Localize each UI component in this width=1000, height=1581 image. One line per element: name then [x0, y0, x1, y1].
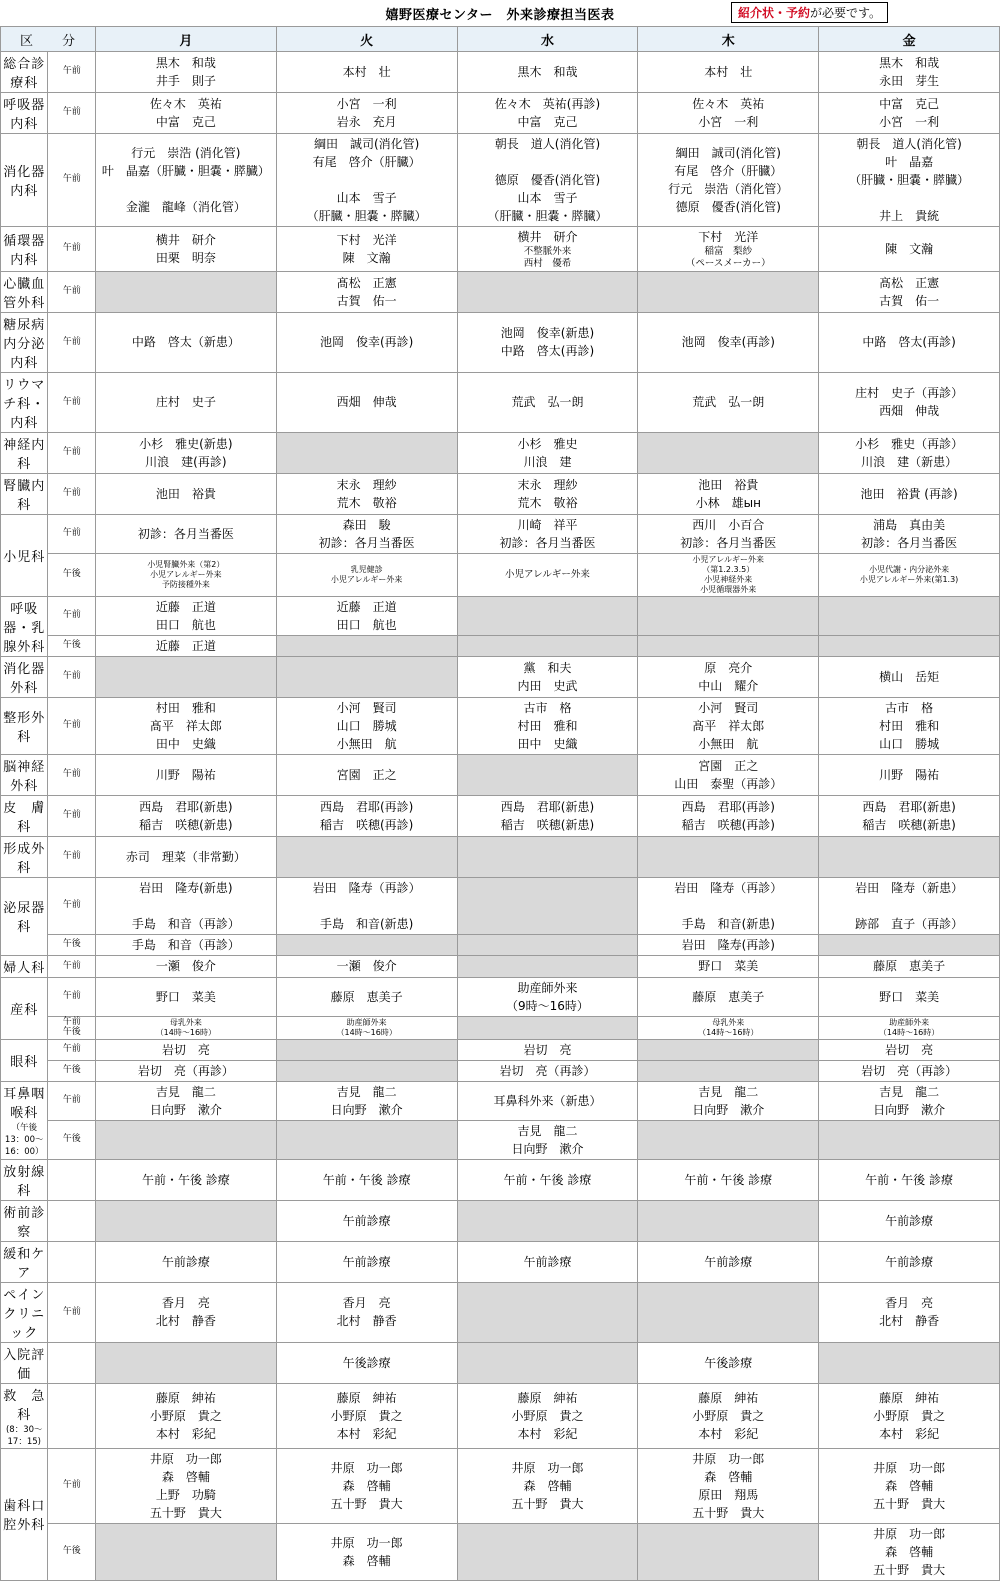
schedule-cell: 午前・午後 診療 — [276, 1159, 457, 1200]
schedule-cell: 吉見 龍二 日向野 漱介 — [819, 1081, 1000, 1120]
dept-label: 整形外科 — [1, 697, 48, 754]
period-label: 午後 — [48, 635, 95, 656]
schedule-cell: 小河 賢司 山口 勝城 小無田 航 — [276, 697, 457, 754]
period-label: 午前 — [48, 93, 95, 134]
dept-label: 神経内科 — [1, 432, 48, 473]
schedule-cell: 一瀬 俊介 — [95, 955, 276, 977]
schedule-cell: 藤原 紳祐 小野原 貴之 本村 彩紀 — [638, 1383, 819, 1448]
schedule-cell: 古市 格 村田 雅和 田中 史織 — [457, 697, 638, 754]
schedule-cell: 野口 菜美 — [819, 977, 1000, 1016]
schedule-cell: 井原 功一郎 森 啓輔 五十野 貴大 — [819, 1448, 1000, 1523]
schedule-cell — [276, 1039, 457, 1060]
schedule-cell — [638, 432, 819, 473]
schedule-cell: 井原 功一郎 森 啓輔 五十野 貴大 — [819, 1523, 1000, 1580]
table-row — [1, 1120, 1000, 1159]
schedule-cell: 陳 文瀚 — [819, 227, 1000, 272]
table-row — [1, 432, 1000, 473]
schedule-cell — [457, 596, 638, 635]
period-label: 午前 — [48, 473, 95, 514]
period-label: 午前 — [48, 1448, 95, 1523]
schedule-cell: 小河 賢司 髙平 祥太郎 小無田 航 — [638, 697, 819, 754]
schedule-cell — [819, 934, 1000, 955]
schedule-cell: 井原 功一郎 森 啓輔 五十野 貴大 — [276, 1448, 457, 1523]
table-row — [1, 271, 1000, 312]
schedule-cell: 岩切 亮（再診） — [95, 1060, 276, 1081]
period-label: 午前 — [48, 656, 95, 697]
period-label: 午前 — [48, 52, 95, 93]
schedule-cell: 川野 陽祐 — [95, 754, 276, 795]
schedule-cell: 井原 功一郎 森 啓輔 五十野 貴大 — [457, 1448, 638, 1523]
table-row — [1, 372, 1000, 432]
schedule-cell: 助産師外来 （9時～16時） — [457, 977, 638, 1016]
schedule-cell — [276, 432, 457, 473]
dept-label: 耳鼻咽喉科 （午後13：00～16：00） — [1, 1081, 48, 1159]
schedule-cell: 行元 崇浩 (消化管) 叶 晶嘉（肝臓・胆嚢・膵臓） 金瀧 龍峰（消化管） — [95, 134, 276, 227]
table-row — [1, 656, 1000, 697]
schedule-cell: 横山 岳矩 — [819, 656, 1000, 697]
schedule-cell: 宮園 正之 山田 泰聖（再診） — [638, 754, 819, 795]
table-row — [1, 754, 1000, 795]
schedule-cell — [95, 1200, 276, 1241]
period-label: 午前 — [48, 836, 95, 877]
dept-label: リウマチ科・内科 — [1, 372, 48, 432]
schedule-cell — [457, 1282, 638, 1342]
schedule-cell: 岩田 隆寿（新患） 跡部 直子（再診） — [819, 877, 1000, 934]
schedule-cell: 綱田 誠司(消化管) 有尾 啓介（肝臓） 山本 雪子 （肝臓・胆嚢・膵臓） — [276, 134, 457, 227]
period-label: 午前 — [48, 1039, 95, 1060]
schedule-cell: 午前診療 — [457, 1241, 638, 1282]
schedule-cell: 西川 小百合 初診：各月当番医 — [638, 514, 819, 553]
schedule-cell — [276, 1120, 457, 1159]
schedule-cell-sub: 不整脈外来 西村 優希 — [523, 246, 572, 269]
schedule-cell — [457, 635, 638, 656]
schedule-cell: 川崎 祥平 初診：各月当番医 — [457, 514, 638, 553]
schedule-cell: 西島 君耶(再診) 稲吉 咲穂(再診) — [276, 795, 457, 836]
table-row — [1, 1282, 1000, 1342]
schedule-cell: 本村 壮 — [276, 52, 457, 93]
schedule-cell — [457, 1342, 638, 1383]
table-row — [1, 955, 1000, 977]
dept-label: 消化器外科 — [1, 656, 48, 697]
schedule-cell: 荒武 弘一朗 — [638, 372, 819, 432]
dept-label: 緩和ケア — [1, 1241, 48, 1282]
schedule-cell: 午前診療 — [819, 1241, 1000, 1282]
schedule-cell: 池岡 俊幸(再診) — [638, 312, 819, 372]
schedule-cell: 藤原 紳祐 小野原 貴之 本村 彩紀 — [95, 1383, 276, 1448]
schedule-cell — [638, 1282, 819, 1342]
schedule-cell — [95, 656, 276, 697]
table-row — [1, 473, 1000, 514]
period-label: 午後 — [48, 1120, 95, 1159]
schedule-cell: 井原 功一郎 森 啓輔 — [276, 1523, 457, 1580]
schedule-cell — [276, 1060, 457, 1081]
period-label: 午前 — [48, 432, 95, 473]
dept-label: 婦人科 — [1, 955, 48, 977]
dept-label: 泌尿器科 — [1, 877, 48, 955]
table-row — [1, 1448, 1000, 1523]
schedule-cell: 岩切 亮 — [819, 1039, 1000, 1060]
schedule-cell — [95, 1120, 276, 1159]
table-row — [1, 635, 1000, 656]
schedule-cell: 庄村 史子 — [95, 372, 276, 432]
schedule-cell: 池岡 俊幸(再診) — [276, 312, 457, 372]
schedule-cell: 午前・午後 診療 — [819, 1159, 1000, 1200]
schedule-cell: 午後診療 — [276, 1342, 457, 1383]
schedule-cell: 末永 理紗 荒木 敬裕 — [457, 473, 638, 514]
period-label: 午前 — [48, 227, 95, 272]
schedule-cell: 古市 格 村田 雅和 山口 勝城 — [819, 697, 1000, 754]
schedule-cell: 岩切 亮（再診） — [457, 1060, 638, 1081]
schedule-cell — [457, 955, 638, 977]
table-row — [1, 1342, 1000, 1383]
schedule-cell: 野口 菜美 — [95, 977, 276, 1016]
schedule-cell: 黒木 和哉 — [457, 52, 638, 93]
schedule-cell: 岩田 隆寿(新患) 手島 和音（再診） — [95, 877, 276, 934]
schedule-cell — [819, 836, 1000, 877]
schedule-cell: 小杉 雅史（再診） 川浪 建（新患） — [819, 432, 1000, 473]
schedule-cell: 岩切 亮 — [95, 1039, 276, 1060]
schedule-cell — [638, 1120, 819, 1159]
period-label — [48, 1159, 95, 1200]
schedule-cell: 本村 壮 — [638, 52, 819, 93]
schedule-cell: 吉見 龍二 日向野 漱介 — [276, 1081, 457, 1120]
table-row — [1, 93, 1000, 134]
schedule-cell: 藤原 恵美子 — [638, 977, 819, 1016]
schedule-cell: 母乳外来 （14時～16時） — [95, 1016, 276, 1039]
schedule-cell: 乳児健診 小児アレルギー外来 — [276, 553, 457, 596]
schedule-cell: 森田 駿 初診：各月当番医 — [276, 514, 457, 553]
schedule-cell — [457, 836, 638, 877]
schedule-cell: 西畑 伸哉 — [276, 372, 457, 432]
schedule-cell: 西島 君耶(再診) 稲吉 咲穂(再診) — [638, 795, 819, 836]
schedule-cell: 小児腎臓外来（第2） 小児アレルギー外来 予防接種外来 — [95, 553, 276, 596]
schedule-cell — [457, 1200, 638, 1241]
schedule-cell — [638, 1060, 819, 1081]
schedule-cell: 朝長 道人(消化管) 德原 優香(消化管) 山本 雪子 （肝臓・胆嚢・膵臓） — [457, 134, 638, 227]
period-label: 午前 — [48, 134, 95, 227]
schedule-cell: 黨 和夫 内田 史武 — [457, 656, 638, 697]
schedule-cell — [819, 596, 1000, 635]
period-label — [48, 1241, 95, 1282]
schedule-cell: 髙松 正憲 古賀 佑一 — [819, 271, 1000, 312]
period-label: 午前 — [48, 312, 95, 372]
schedule-cell: 池田 裕貴 — [95, 473, 276, 514]
dept-label: 糖尿病内分泌内科 — [1, 312, 48, 372]
schedule-cell: 中路 啓太（新患） — [95, 312, 276, 372]
schedule-cell: 一瀬 俊介 — [276, 955, 457, 977]
schedule-cell: 午前・午後 診療 — [457, 1159, 638, 1200]
period-label: 午前 — [48, 1081, 95, 1120]
schedule-cell: 初診：各月当番医 — [95, 514, 276, 553]
period-label: 午前 — [48, 372, 95, 432]
schedule-cell: 近藤 正道 — [95, 635, 276, 656]
schedule-cell: 助産師外来 （14時～16時） — [276, 1016, 457, 1039]
schedule-cell: 佐々木 英祐(再診) 中富 克己 — [457, 93, 638, 134]
table-row — [1, 312, 1000, 372]
schedule-cell: 近藤 正道 田口 航也 — [95, 596, 276, 635]
schedule-cell: 岩田 隆寿(再診) — [638, 934, 819, 955]
schedule-cell: 中富 克己 小宮 一利 — [819, 93, 1000, 134]
period-label: 午前 — [48, 977, 95, 1016]
schedule-cell: 井原 功一郎 森 啓輔 上野 功騎 五十野 貴大 — [95, 1448, 276, 1523]
schedule-cell: 近藤 正道 田口 航也 — [276, 596, 457, 635]
table-row — [1, 1060, 1000, 1081]
dept-label: 術前診察 — [1, 1200, 48, 1241]
table-body — [1, 52, 1000, 1581]
schedule-cell: 手島 和音（再診） — [95, 934, 276, 955]
table-row — [1, 134, 1000, 227]
schedule-cell: 午前・午後 診療 — [95, 1159, 276, 1200]
header-day-fri: 金 — [819, 27, 1000, 52]
table-row — [1, 697, 1000, 754]
header-day-tue: 火 — [276, 27, 457, 52]
schedule-cell — [457, 271, 638, 312]
table-row — [1, 977, 1000, 1016]
header-day-wed: 水 — [457, 27, 638, 52]
table-row — [1, 795, 1000, 836]
period-label: 午前 — [48, 514, 95, 553]
dept-label: 放射線科 — [1, 1159, 48, 1200]
schedule-cell — [95, 1342, 276, 1383]
dept-label: 心臓血管外科 — [1, 271, 48, 312]
schedule-cell — [638, 271, 819, 312]
table-row — [1, 877, 1000, 934]
schedule-cell — [276, 836, 457, 877]
period-label: 午後 — [48, 1523, 95, 1580]
dept-label: ペインクリニック — [1, 1282, 48, 1342]
schedule-cell: 香月 亮 北村 静香 — [276, 1282, 457, 1342]
schedule-cell: 小児アレルギー外来 （第1.2.3.5） 小児神経外来 小児循環器外来 — [638, 553, 819, 596]
schedule-cell: 岩切 亮 — [457, 1039, 638, 1060]
header-division: 区 分 — [1, 27, 96, 52]
dept-label: 総合診療科 — [1, 52, 48, 93]
schedule-cell: 原 亮介 中山 耀介 — [638, 656, 819, 697]
schedule-cell: 川野 陽祐 — [819, 754, 1000, 795]
schedule-cell: 佐々木 英祐 中富 克己 — [95, 93, 276, 134]
schedule-cell: 岩田 隆寿（再診） 手島 和音(新患) — [276, 877, 457, 934]
table-header-row — [1, 27, 1000, 52]
period-label: 午前 — [48, 596, 95, 635]
schedule-cell: 吉見 龍二 日向野 漱介 — [457, 1120, 638, 1159]
schedule-cell — [457, 1523, 638, 1580]
table-row — [1, 1200, 1000, 1241]
schedule-cell — [638, 1039, 819, 1060]
schedule-cell — [457, 1016, 638, 1039]
schedule-cell: 末永 理紗 荒木 敬裕 — [276, 473, 457, 514]
dept-sublabel: （午後13：00～16：00） — [4, 1123, 44, 1158]
schedule-cell — [95, 1523, 276, 1580]
table-row — [1, 934, 1000, 955]
table-row — [1, 1016, 1000, 1039]
schedule-cell: 庄村 史子（再診） 西畑 伸哉 — [819, 372, 1000, 432]
schedule-cell-sub: 稲富 梨紗 （ペースメーカー） — [685, 246, 771, 269]
schedule-cell: 小宮 一利 岩永 充月 — [276, 93, 457, 134]
referral-notice-emphasis: 紹介状・予約 — [737, 6, 810, 20]
period-label: 午前 — [48, 955, 95, 977]
schedule-cell: 藤原 恵美子 — [819, 955, 1000, 977]
schedule-cell: 黒木 和哉 井手 則子 — [95, 52, 276, 93]
dept-label: 眼科 — [1, 1039, 48, 1081]
page-title: 嬉野医療センター 外来診療担当医表 — [385, 8, 615, 23]
schedule-cell: 耳鼻科外来（新患） — [457, 1081, 638, 1120]
schedule-cell: 野口 菜美 — [638, 955, 819, 977]
period-label: 午前 — [48, 754, 95, 795]
table-row — [1, 1383, 1000, 1448]
schedule-cell: 香月 亮 北村 静香 — [95, 1282, 276, 1342]
schedule-cell: 小杉 雅史 川浪 建 — [457, 432, 638, 473]
page-header — [0, 0, 1000, 26]
schedule-cell — [276, 656, 457, 697]
referral-notice — [731, 2, 888, 23]
schedule-cell: 西島 君耶(新患) 稲吉 咲穂(新患) — [457, 795, 638, 836]
table-row — [1, 52, 1000, 93]
schedule-cell: 池田 裕貴 小林 雄ын — [638, 473, 819, 514]
schedule-cell: 村田 雅和 髙平 祥太郎 田中 史織 — [95, 697, 276, 754]
schedule-cell: 香月 亮 北村 静香 — [819, 1282, 1000, 1342]
schedule-cell: 午前診療 — [638, 1241, 819, 1282]
schedule-cell — [638, 1200, 819, 1241]
schedule-cell: 藤原 恵美子 — [276, 977, 457, 1016]
schedule-cell — [457, 934, 638, 955]
period-label — [48, 1342, 95, 1383]
schedule-cell — [638, 1523, 819, 1580]
dept-label: 歯科口腔外科 — [1, 1448, 48, 1580]
dept-label: 消化器内科 — [1, 134, 48, 227]
schedule-cell: 岩田 隆寿（再診） 手島 和音(新患) — [638, 877, 819, 934]
schedule-cell: 浦島 真由美 初診：各月当番医 — [819, 514, 1000, 553]
schedule-cell — [819, 635, 1000, 656]
schedule-cell: 午前・午後 診療 — [638, 1159, 819, 1200]
table-row — [1, 1241, 1000, 1282]
dept-label: 産科 — [1, 977, 48, 1039]
period-label: 午後 — [48, 1060, 95, 1081]
dept-label: 救 急 科 (8：30～17：15) — [1, 1383, 48, 1448]
schedule-cell: 赤司 理菜（非常勤） — [95, 836, 276, 877]
period-label: 午後 — [48, 934, 95, 955]
period-label: 午前 — [48, 697, 95, 754]
schedule-cell: 井原 功一郎 森 啓輔 原田 翔馬 五十野 貴大 — [638, 1448, 819, 1523]
schedule-cell: 藤原 紳祐 小野原 貴之 本村 彩紀 — [457, 1383, 638, 1448]
schedule-cell: 助産師外来 （14時～16時） — [819, 1016, 1000, 1039]
schedule-cell: 黒木 和哉 永田 芽生 — [819, 52, 1000, 93]
schedule-cell: 午前診療 — [95, 1241, 276, 1282]
table-row — [1, 836, 1000, 877]
schedule-cell: 吉見 龍二 日向野 漱介 — [638, 1081, 819, 1120]
header-day-thu: 木 — [638, 27, 819, 52]
schedule-cell: 吉見 龍二 日向野 漱介 — [95, 1081, 276, 1120]
schedule-cell: 藤原 紳祐 小野原 貴之 本村 彩紀 — [819, 1383, 1000, 1448]
schedule-cell — [457, 754, 638, 795]
schedule-cell: 横井 研介 田栗 明奈 — [95, 227, 276, 272]
table-row — [1, 1159, 1000, 1200]
dept-label: 呼吸器内科 — [1, 93, 48, 134]
period-label: 午前 — [48, 795, 95, 836]
period-label: 午前 — [48, 1282, 95, 1342]
schedule-cell: 横井 研介 不整脈外来 西村 優希 — [457, 227, 638, 272]
dept-label: 小児科 — [1, 514, 48, 596]
dept-sublabel: (8：30～17：15) — [5, 1424, 43, 1447]
schedule-cell: 午前診療 — [276, 1200, 457, 1241]
schedule-cell: 西島 君耶(新患) 稲吉 咲穂(新患) — [819, 795, 1000, 836]
schedule-cell: 小児アレルギー外来 — [457, 553, 638, 596]
dept-label: 皮 膚 科 — [1, 795, 48, 836]
schedule-cell: 中路 啓太(再診) — [819, 312, 1000, 372]
schedule-cell: 岩切 亮（再診） — [819, 1060, 1000, 1081]
schedule-cell: 綱田 誠司(消化管) 有尾 啓介（肝臓） 行元 崇浩（消化管） 德原 優香(消化管) — [638, 134, 819, 227]
period-label: 午前 午後 — [48, 1016, 95, 1039]
schedule-cell: 朝長 道人(消化管) 叶 晶嘉 （肝臓・胆嚢・膵臓） 井上 貴統 — [819, 134, 1000, 227]
table-row — [1, 227, 1000, 272]
schedule-cell: 池田 裕貴 (再診) — [819, 473, 1000, 514]
table-row — [1, 514, 1000, 553]
schedule-cell: 池岡 俊幸(新患) 中路 啓太(再診) — [457, 312, 638, 372]
referral-notice-rest: が必要です。 — [809, 6, 881, 20]
table-row — [1, 1523, 1000, 1580]
schedule-cell: 午前診療 — [819, 1200, 1000, 1241]
table-row — [1, 1081, 1000, 1120]
schedule-cell: 髙松 正憲 古賀 佑一 — [276, 271, 457, 312]
schedule-cell: 下村 光洋 稲富 梨紗 （ペースメーカー） — [638, 227, 819, 272]
schedule-cell: 母乳外来 （14時～16時） — [638, 1016, 819, 1039]
schedule-cell: 荒武 弘一朗 — [457, 372, 638, 432]
schedule-cell — [638, 596, 819, 635]
schedule-cell — [276, 635, 457, 656]
schedule-cell: 下村 光洋 陳 文瀚 — [276, 227, 457, 272]
dept-label: 呼吸器・乳腺外科 — [1, 596, 48, 656]
table-row — [1, 553, 1000, 596]
schedule-cell: 西島 君耶(新患) 稲吉 咲穂(新患) — [95, 795, 276, 836]
schedule-table — [0, 26, 1000, 1581]
table-row — [1, 596, 1000, 635]
schedule-cell — [638, 635, 819, 656]
schedule-cell: 宮園 正之 — [276, 754, 457, 795]
dept-label: 脳神経外科 — [1, 754, 48, 795]
period-label: 午後 — [48, 553, 95, 596]
table-row — [1, 1039, 1000, 1060]
period-label — [48, 1200, 95, 1241]
schedule-cell: 佐々木 英祐 小宮 一利 — [638, 93, 819, 134]
dept-label: 形成外科 — [1, 836, 48, 877]
schedule-cell — [819, 1342, 1000, 1383]
dept-label: 腎臓内科 — [1, 473, 48, 514]
period-label: 午前 — [48, 877, 95, 934]
schedule-cell: 午前診療 — [276, 1241, 457, 1282]
header-day-mon: 月 — [95, 27, 276, 52]
period-label: 午前 — [48, 271, 95, 312]
schedule-cell — [819, 1120, 1000, 1159]
dept-label: 循環器内科 — [1, 227, 48, 272]
schedule-cell — [457, 877, 638, 934]
dept-label: 入院評価 — [1, 1342, 48, 1383]
schedule-cell — [276, 934, 457, 955]
schedule-cell — [638, 836, 819, 877]
schedule-cell: 午後診療 — [638, 1342, 819, 1383]
schedule-cell: 小杉 雅史(新患) 川浪 建(再診) — [95, 432, 276, 473]
schedule-cell — [95, 271, 276, 312]
schedule-cell: 藤原 紳祐 小野原 貴之 本村 彩紀 — [276, 1383, 457, 1448]
schedule-cell: 小児代謝・内分泌外来 小児アレルギー外来(第1.3) — [819, 553, 1000, 596]
